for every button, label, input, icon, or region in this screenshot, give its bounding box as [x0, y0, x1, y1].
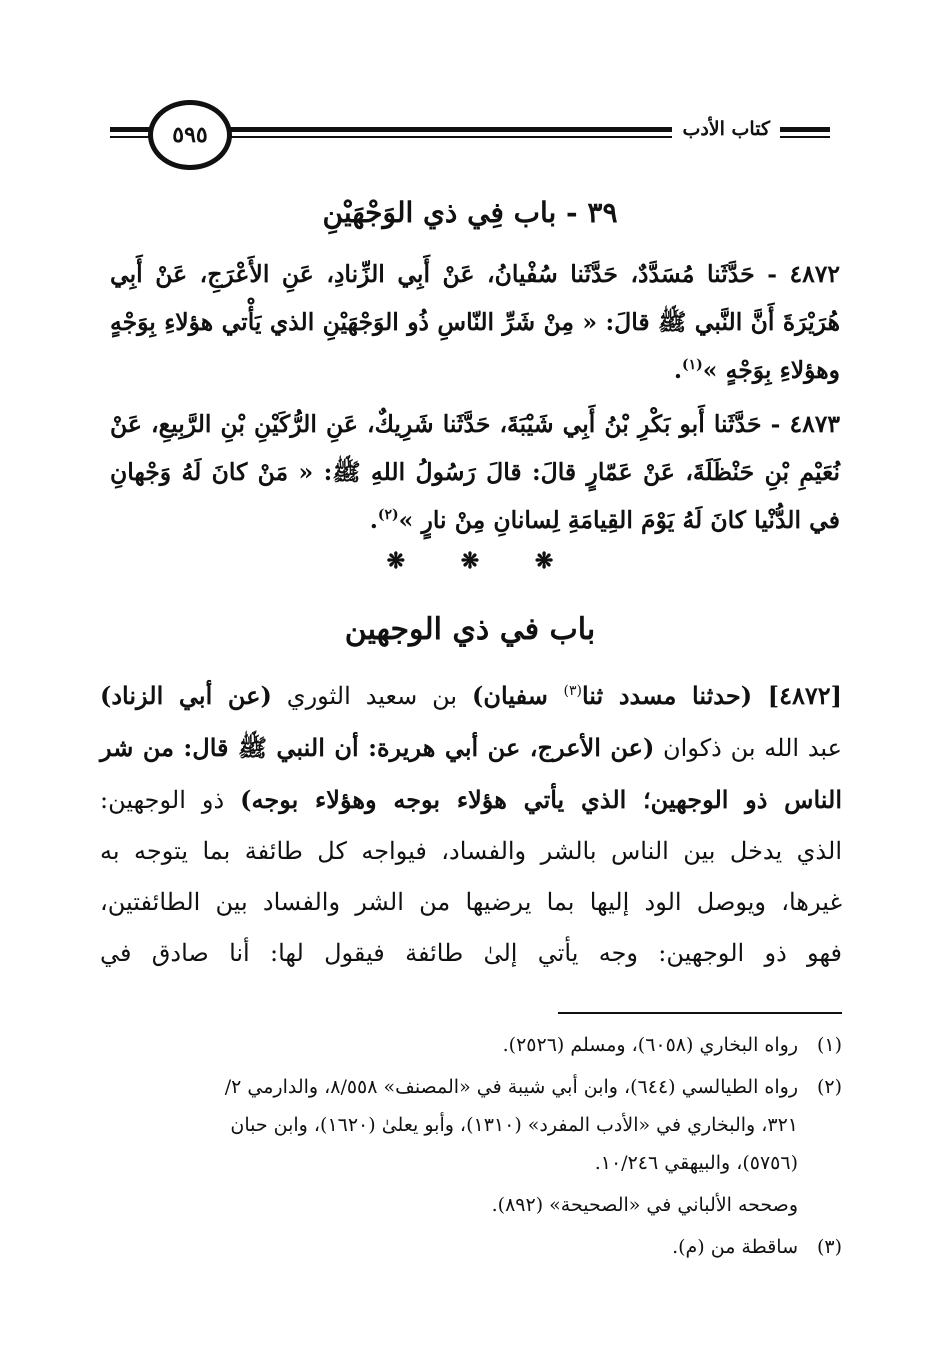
commentary-heading: باب في ذي الوجهين — [344, 612, 596, 647]
commentary-text: عبد الله بن ذكوان — [654, 734, 842, 762]
hadith-4872 — [110, 250, 840, 394]
footnote-text — [100, 1186, 798, 1224]
footnote-text — [100, 1068, 798, 1182]
page-number: ٥٩٥ — [172, 122, 208, 148]
footnote-mark: (٣) — [816, 1236, 842, 1258]
commentary-quoted-text: سفيان) — [472, 681, 564, 710]
book-section-title: كتاب الأدب — [672, 114, 780, 144]
footnote-line: وصححه الألباني في «الصحيحة» (٨٩٢). — [491, 1194, 798, 1216]
footnote-mark: (٢) — [816, 1076, 842, 1098]
footnote-item — [100, 1186, 842, 1224]
commentary-text: ذو الوجهين: — [100, 786, 241, 814]
footnote-text — [100, 1026, 798, 1064]
footnote-divider — [558, 1012, 842, 1014]
footnote-line: ساقطة من (م). — [672, 1236, 798, 1258]
hadith-number: ٤٨٧٢ - — [767, 260, 840, 288]
footnote-mark: (١) — [816, 1034, 842, 1056]
commentary-line — [100, 670, 842, 722]
commentary-quoted-text: [٤٨٧٢] (حدثنا مسدد ثنا — [581, 681, 842, 710]
commentary-body — [100, 670, 842, 979]
commentary-text: غيرها، ويوصل الود إليها بما يرضيها من الشر والفساد بين الطائفتين، — [100, 888, 842, 916]
hadith-4873 — [110, 400, 840, 544]
footnote-line: رواه الطيالسي (٦٤٤)، وابن أبي شيبة في «المصنف» ٨/٥٥٨، والدارمي ٢/ — [224, 1076, 798, 1098]
footnote-item — [100, 1228, 842, 1266]
page-number-badge — [148, 100, 232, 170]
hadith-text: حَدَّثَنا أَبو بَكْرِ بْنُ أَبِي شَيْبَةَ، حَدَّثَنا شَرِيكٌ، عَنِ الرُّكَيْنِ بْنِ الرَّبِيعِ، عَنْ نُعَيْمِ بْنِ حَنْظَلَةَ، عَنْ عَمّارٍ قالَ: قالَ رَسُولُ اللهِ ﷺ: « مَنْ كانَ لَهُ وَجْهانِ في الدُّنْيا كانَ لَهُ يَوْمَ القِيامَةِ لِسانانِ مِنْ نارٍ » — [110, 410, 840, 534]
footnote-ref[interactable]: (١) — [682, 357, 703, 374]
footnote-item — [100, 1026, 842, 1064]
footnotes — [100, 1026, 842, 1270]
footnote-line: رواه البخاري (٦٠٥٨)، ومسلم (٢٥٢٦). — [502, 1034, 798, 1056]
star-ornament-icon: ❋ — [534, 548, 554, 574]
footnote-line: ٣٢١، والبخاري في «الأدب المفرد» (١٣١٠)، وأبو يعلىٰ (١٦٢٠)، وابن حبان — [230, 1114, 798, 1136]
commentary-line — [100, 826, 842, 877]
hadith-end: . — [369, 506, 378, 534]
commentary-text: بن سعيد الثوري — [271, 682, 473, 710]
commentary-line — [100, 722, 842, 774]
footnote-item — [100, 1068, 842, 1182]
commentary-quoted-text: الناس ذو الوجهين؛ الذي يأتي هؤلاء بوجه وهؤلاء بوجه) — [240, 785, 842, 814]
star-ornament-icon: ❋ — [386, 548, 406, 574]
commentary-quoted-text: (عن الأعرج، عن أبي هريرة: أن النبي ﷺ قال: من شر — [100, 733, 655, 762]
commentary-quoted-text: (عن أبي الزناد) — [100, 681, 272, 710]
section-separator — [0, 548, 940, 574]
hadith-end: . — [673, 356, 683, 384]
commentary-text: فهو ذو الوجهين: وجه يأتي إلىٰ طائفة فيقول لها: أنا صادق في — [100, 939, 842, 967]
footnote-line: (٥٧٥٦)، والبيهقي ١٠/٢٤٦. — [594, 1152, 798, 1174]
commentary-line — [100, 928, 842, 979]
commentary-line — [100, 877, 842, 928]
chapter-heading: ٣٩ - باب فِي ذي الوَجْهَيْنِ — [322, 196, 618, 229]
hadith-number: ٤٨٧٣ - — [770, 410, 841, 438]
hadith-block — [110, 250, 840, 550]
hadith-text: حَدَّثَنا مُسَدَّدٌ، حَدَّثَنا سُفْيانُ، عَنْ أَبِي الزِّنادِ، عَنِ الأَعْرَجِ، عَنْ أَبِي هُرَيْرَةَ أَنَّ النَّبي ﷺ قالَ: « مِنْ شَرِّ النّاسِ ذُو الوَجْهَيْنِ الذي يَأْتي هؤلاءِ بِوَجْهٍ وهؤلاءِ بِوَجْهٍ » — [110, 260, 840, 384]
running-header — [110, 100, 830, 170]
commentary-text: الذي يدخل بين الناس بالشر والفساد، فيواجه كل طائفة بما يتوجه به — [100, 837, 842, 865]
footnote-ref[interactable]: (٣) — [563, 683, 582, 699]
star-ornament-icon: ❋ — [460, 548, 480, 574]
footnote-text — [100, 1228, 798, 1266]
footnote-ref[interactable]: (٢) — [377, 507, 399, 524]
commentary-line — [100, 774, 842, 826]
